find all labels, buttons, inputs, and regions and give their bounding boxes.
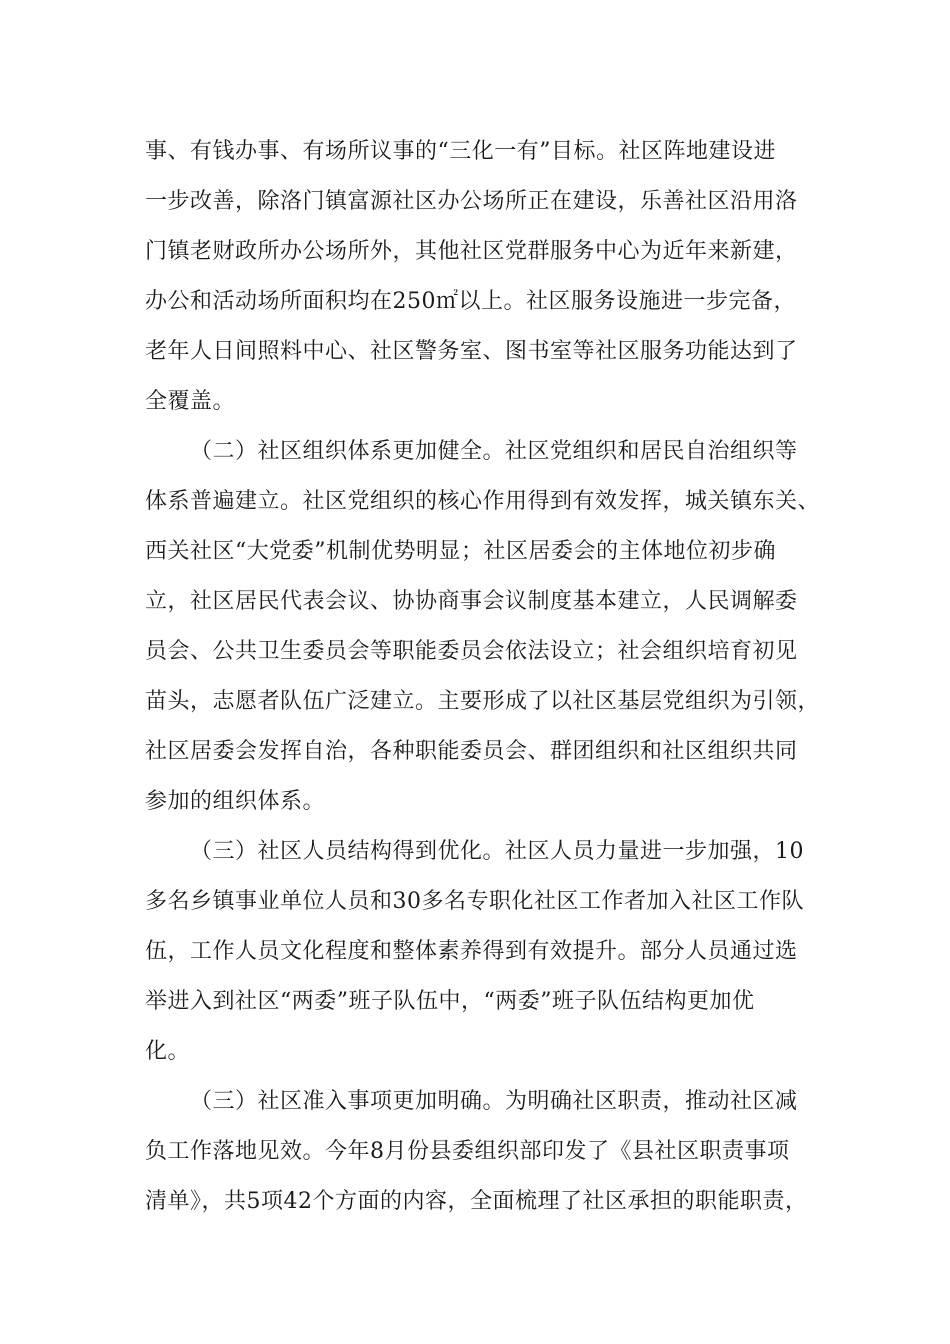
text-line: 多名乡镇事业单位人员和30多名专职化社区工作者加入社区工作队 (145, 889, 804, 914)
text-line: 体系普遍建立。社区党组织的核心作用得到有效发挥，城关镇东关、 (145, 489, 821, 514)
text-line: 老年人日间照料中心、社区警务室、图书室等社区服务功能达到了 (145, 339, 798, 364)
text-line: 一步改善，除洛门镇富源社区办公场所正在建设，乐善社区沿用洛 (145, 189, 798, 214)
text-line: 化。 (145, 1039, 191, 1064)
text-line: 办公和活动场所面积均在250㎡以上。社区服务设施进一步完备， (145, 289, 796, 314)
text-line: 参加的组织体系。 (145, 789, 326, 814)
text-line: 负工作落地见效。今年8月份县委组织部印发了《县社区职责事项 (145, 1139, 790, 1164)
text-line: 清单》，共5项42个方面的内容，全面梳理了社区承担的职能职责， (145, 1189, 808, 1214)
text-line: 员会、公共卫生委员会等职能委员会依法设立；社会组织培育初见 (145, 639, 798, 664)
text-line: 事、有钱办事、有场所议事的“三化一有”目标。社区阵地建设进 (145, 139, 776, 164)
text-line: 立，社区居民代表会议、协协商事会议制度基本建立，人民调解委 (145, 589, 798, 614)
text-line: 社区居委会发挥自治，各种职能委员会、群团组织和社区组织共同 (145, 739, 798, 764)
section-heading-3b: （三）社区准入事项更加明确。为明确社区职责，推动社区减 (190, 1089, 798, 1114)
text-line: 全覆盖。 (145, 389, 236, 414)
text-line: 苗头，志愿者队伍广泛建立。主要形成了以社区基层党组织为引领， (145, 689, 821, 714)
section-heading-3: （三）社区人员结构得到优化。社区人员力量进一步加强，10 (190, 839, 804, 864)
text-line: 伍，工作人员文化程度和整体素养得到有效提升。部分人员通过选 (145, 939, 798, 964)
text-line: 门镇老财政所办公场所外，其他社区党群服务中心为近年来新建， (145, 239, 798, 264)
text-line: 举进入到社区“两委”班子队伍中，“两委”班子队伍结构更加优 (145, 989, 755, 1014)
section-heading-2: （二）社区组织体系更加健全。社区党组织和居民自治组织等 (190, 439, 798, 464)
text-line: 西关社区“大党委”机制优势明显；社区居委会的主体地位初步确 (145, 539, 776, 564)
